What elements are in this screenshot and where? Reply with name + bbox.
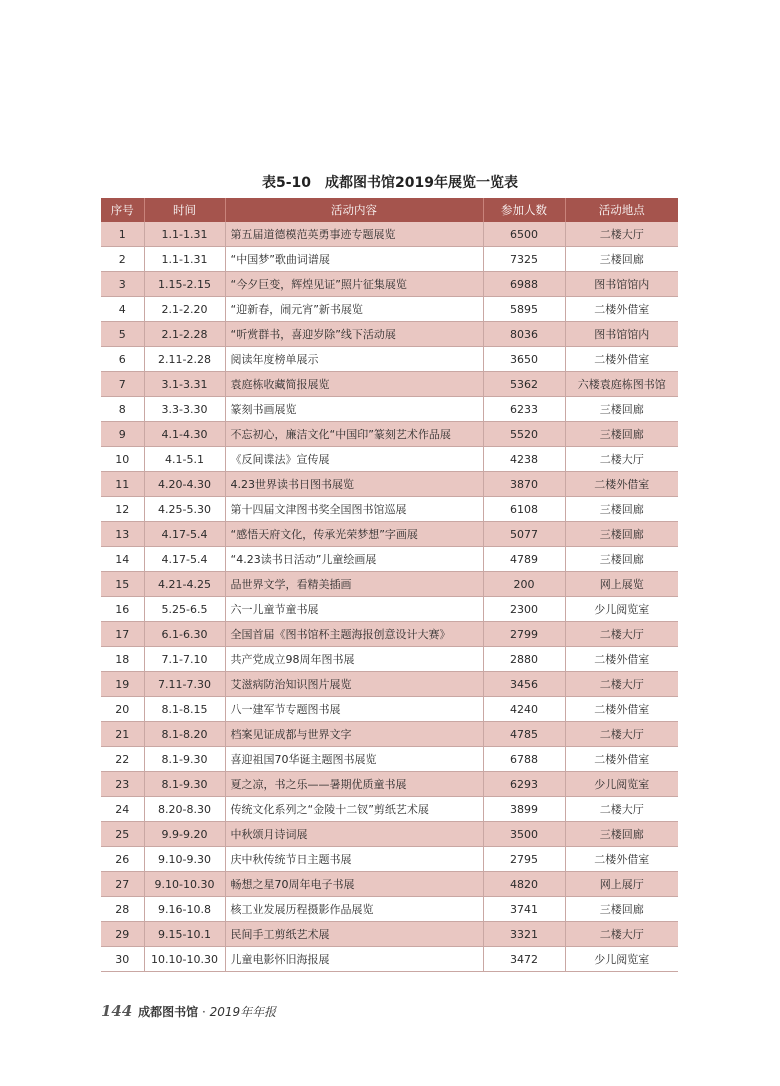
cell-location: 少儿阅览室: [565, 947, 678, 972]
table-row: [101, 747, 678, 772]
cell-index: 4: [101, 297, 144, 322]
cell-location: 二楼大厅: [565, 797, 678, 822]
header-location: 活动地点: [565, 198, 678, 222]
cell-time: 4.1-4.30: [144, 422, 225, 447]
table-row: [101, 422, 678, 447]
cell-index: 15: [101, 572, 144, 597]
table-row: [101, 222, 678, 247]
cell-time: 8.1-8.20: [144, 722, 225, 747]
cell-location: 三楼回廊: [565, 547, 678, 572]
table-row: [101, 397, 678, 422]
cell-attendance: 3870: [483, 472, 565, 497]
cell-time: 9.10-9.30: [144, 847, 225, 872]
cell-time: 2.1-2.20: [144, 297, 225, 322]
cell-attendance: 3650: [483, 347, 565, 372]
cell-attendance: 8036: [483, 322, 565, 347]
cell-attendance: 5520: [483, 422, 565, 447]
cell-time: 6.1-6.30: [144, 622, 225, 647]
cell-attendance: 3741: [483, 897, 565, 922]
cell-location: 二楼外借室: [565, 472, 678, 497]
cell-index: 8: [101, 397, 144, 422]
table-row: [101, 797, 678, 822]
cell-activity: “迎新春，闹元宵”新书展览: [225, 297, 483, 322]
cell-activity: 夏之凉，书之乐——暑期优质童书展: [225, 772, 483, 797]
cell-location: 三楼回廊: [565, 247, 678, 272]
table-row: [101, 897, 678, 922]
cell-location: 图书馆馆内: [565, 272, 678, 297]
cell-activity: “今夕巨变，辉煌见证”照片征集展览: [225, 272, 483, 297]
table-row: [101, 722, 678, 747]
cell-time: 7.11-7.30: [144, 672, 225, 697]
cell-activity: “感悟天府文化，传承光荣梦想”字画展: [225, 522, 483, 547]
cell-location: 二楼外借室: [565, 847, 678, 872]
cell-location: 二楼外借室: [565, 747, 678, 772]
cell-time: 8.1-9.30: [144, 772, 225, 797]
cell-time: 9.15-10.1: [144, 922, 225, 947]
cell-attendance: 3899: [483, 797, 565, 822]
cell-attendance: 5077: [483, 522, 565, 547]
table-row: [101, 947, 678, 972]
cell-location: 少儿阅览室: [565, 772, 678, 797]
cell-index: 20: [101, 697, 144, 722]
cell-index: 26: [101, 847, 144, 872]
cell-attendance: 3472: [483, 947, 565, 972]
cell-index: 2: [101, 247, 144, 272]
cell-time: 8.1-8.15: [144, 697, 225, 722]
footer-separator: ·: [201, 1005, 206, 1019]
cell-location: 二楼外借室: [565, 347, 678, 372]
cell-activity: 艾滋病防治知识图片展览: [225, 672, 483, 697]
cell-time: 9.10-10.30: [144, 872, 225, 897]
cell-location: 少儿阅览室: [565, 597, 678, 622]
cell-time: 2.11-2.28: [144, 347, 225, 372]
cell-activity: 第十四届文津图书奖全国图书馆巡展: [225, 497, 483, 522]
cell-activity: 庆中秋传统节日主题书展: [225, 847, 483, 872]
cell-activity: 八一建军节专题图书展: [225, 697, 483, 722]
cell-attendance: 6500: [483, 222, 565, 247]
cell-activity: 阅读年度榜单展示: [225, 347, 483, 372]
table-row: [101, 647, 678, 672]
table-row: [101, 522, 678, 547]
cell-index: 16: [101, 597, 144, 622]
cell-time: 5.25-6.5: [144, 597, 225, 622]
cell-activity: 第五届道德模范英勇事迹专题展览: [225, 222, 483, 247]
cell-location: 网上展览: [565, 572, 678, 597]
cell-index: 29: [101, 922, 144, 947]
cell-time: 4.1-5.1: [144, 447, 225, 472]
cell-time: 9.16-10.8: [144, 897, 225, 922]
cell-time: 4.20-4.30: [144, 472, 225, 497]
cell-location: 二楼外借室: [565, 697, 678, 722]
cell-location: 二楼外借室: [565, 297, 678, 322]
cell-location: 三楼回廊: [565, 422, 678, 447]
cell-activity: 共产党成立98周年图书展: [225, 647, 483, 672]
cell-index: 10: [101, 447, 144, 472]
cell-attendance: 4820: [483, 872, 565, 897]
cell-activity: “4.23读书日活动”儿童绘画展: [225, 547, 483, 572]
cell-attendance: 2880: [483, 647, 565, 672]
footer-publisher: 成都图书馆: [138, 1005, 199, 1019]
cell-location: 二楼大厅: [565, 447, 678, 472]
cell-index: 1: [101, 222, 144, 247]
cell-attendance: 4789: [483, 547, 565, 572]
cell-location: 二楼大厅: [565, 222, 678, 247]
table-row: [101, 497, 678, 522]
cell-activity: 核工业发展历程摄影作品展览: [225, 897, 483, 922]
cell-location: 二楼大厅: [565, 922, 678, 947]
cell-activity: 传统文化系列之“金陵十二钗”剪纸艺术展: [225, 797, 483, 822]
cell-activity: 不忘初心，廉洁文化“中国印”篆刻艺术作品展: [225, 422, 483, 447]
cell-time: 4.25-5.30: [144, 497, 225, 522]
cell-activity: 中秋颂月诗词展: [225, 822, 483, 847]
cell-attendance: 5895: [483, 297, 565, 322]
table-row: [101, 622, 678, 647]
cell-location: 三楼回廊: [565, 397, 678, 422]
cell-time: 7.1-7.10: [144, 647, 225, 672]
cell-location: 三楼回廊: [565, 822, 678, 847]
cell-attendance: 2795: [483, 847, 565, 872]
table-row: [101, 247, 678, 272]
cell-activity: 品世界文学，看精美插画: [225, 572, 483, 597]
cell-time: 3.3-3.30: [144, 397, 225, 422]
table-row: [101, 272, 678, 297]
cell-time: 9.9-9.20: [144, 822, 225, 847]
cell-index: 9: [101, 422, 144, 447]
cell-attendance: 6788: [483, 747, 565, 772]
header-time: 时间: [144, 198, 225, 222]
cell-index: 30: [101, 947, 144, 972]
cell-attendance: 6988: [483, 272, 565, 297]
cell-location: 二楼大厅: [565, 722, 678, 747]
cell-index: 18: [101, 647, 144, 672]
cell-activity: 民间手工剪纸艺术展: [225, 922, 483, 947]
table-header-row: [101, 198, 678, 222]
cell-activity: 全国首届《图书馆杯主题海报创意设计大赛》: [225, 622, 483, 647]
cell-attendance: 2300: [483, 597, 565, 622]
table-row: [101, 547, 678, 572]
cell-activity: “听赏群书，喜迎岁除”线下活动展: [225, 322, 483, 347]
page-footer: [101, 1002, 276, 1020]
cell-time: 4.21-4.25: [144, 572, 225, 597]
cell-attendance: 7325: [483, 247, 565, 272]
cell-attendance: 3321: [483, 922, 565, 947]
table-row: [101, 672, 678, 697]
cell-activity: 篆刻书画展览: [225, 397, 483, 422]
cell-activity: 袁庭栋收藏简报展览: [225, 372, 483, 397]
table-row: [101, 472, 678, 497]
cell-attendance: 6293: [483, 772, 565, 797]
cell-attendance: 3456: [483, 672, 565, 697]
exhibition-table: [101, 198, 678, 972]
cell-activity: 儿童电影怀旧海报展: [225, 947, 483, 972]
cell-attendance: 4240: [483, 697, 565, 722]
cell-location: 图书馆馆内: [565, 322, 678, 347]
table-row: [101, 322, 678, 347]
header-activity: 活动内容: [225, 198, 483, 222]
table-caption: 表5-10 成都图书馆2019年展览一览表: [262, 175, 518, 191]
cell-activity: 《反间谍法》宣传展: [225, 447, 483, 472]
cell-index: 13: [101, 522, 144, 547]
footer-report-title: 2019年年报: [209, 1005, 277, 1019]
cell-location: 二楼外借室: [565, 647, 678, 672]
cell-index: 21: [101, 722, 144, 747]
cell-index: 17: [101, 622, 144, 647]
cell-index: 28: [101, 897, 144, 922]
table-body: [101, 222, 678, 972]
cell-index: 7: [101, 372, 144, 397]
cell-attendance: 4785: [483, 722, 565, 747]
table-row: [101, 297, 678, 322]
cell-activity: 畅想之星70周年电子书展: [225, 872, 483, 897]
cell-time: 4.17-5.4: [144, 522, 225, 547]
header-attendance: 参加人数: [483, 198, 565, 222]
table-row: [101, 447, 678, 472]
cell-attendance: 200: [483, 572, 565, 597]
cell-activity: 喜迎祖国70华诞主题图书展览: [225, 747, 483, 772]
table-row: [101, 372, 678, 397]
cell-time: 1.1-1.31: [144, 247, 225, 272]
table-row: [101, 822, 678, 847]
cell-index: 6: [101, 347, 144, 372]
cell-location: 网上展厅: [565, 872, 678, 897]
cell-attendance: 6108: [483, 497, 565, 522]
cell-index: 3: [101, 272, 144, 297]
cell-time: 1.1-1.31: [144, 222, 225, 247]
cell-activity: 4.23世界读书日图书展览: [225, 472, 483, 497]
cell-attendance: 6233: [483, 397, 565, 422]
cell-time: 3.1-3.31: [144, 372, 225, 397]
cell-index: 11: [101, 472, 144, 497]
cell-location: 二楼大厅: [565, 622, 678, 647]
table-row: [101, 697, 678, 722]
cell-index: 14: [101, 547, 144, 572]
cell-location: 三楼回廊: [565, 522, 678, 547]
cell-time: 2.1-2.28: [144, 322, 225, 347]
cell-attendance: 5362: [483, 372, 565, 397]
cell-time: 10.10-10.30: [144, 947, 225, 972]
cell-index: 27: [101, 872, 144, 897]
cell-location: 二楼大厅: [565, 672, 678, 697]
cell-time: 8.1-9.30: [144, 747, 225, 772]
table-row: [101, 922, 678, 947]
cell-time: 8.20-8.30: [144, 797, 225, 822]
cell-index: 23: [101, 772, 144, 797]
cell-activity: 档案见证成都与世界文字: [225, 722, 483, 747]
cell-location: 三楼回廊: [565, 897, 678, 922]
cell-time: 1.15-2.15: [144, 272, 225, 297]
table-row: [101, 847, 678, 872]
cell-index: 25: [101, 822, 144, 847]
page-number: 144: [101, 1002, 133, 1020]
cell-index: 19: [101, 672, 144, 697]
table-row: [101, 872, 678, 897]
cell-index: 24: [101, 797, 144, 822]
cell-attendance: 2799: [483, 622, 565, 647]
table-row: [101, 597, 678, 622]
cell-activity: 六一儿童节童书展: [225, 597, 483, 622]
table-row: [101, 572, 678, 597]
cell-index: 12: [101, 497, 144, 522]
table-row: [101, 347, 678, 372]
cell-index: 22: [101, 747, 144, 772]
cell-attendance: 3500: [483, 822, 565, 847]
cell-activity: “中国梦”歌曲词谱展: [225, 247, 483, 272]
cell-time: 4.17-5.4: [144, 547, 225, 572]
cell-location: 六楼袁庭栋图书馆: [565, 372, 678, 397]
header-index: 序号: [101, 198, 144, 222]
cell-index: 5: [101, 322, 144, 347]
table-row: [101, 772, 678, 797]
cell-location: 三楼回廊: [565, 497, 678, 522]
cell-attendance: 4238: [483, 447, 565, 472]
